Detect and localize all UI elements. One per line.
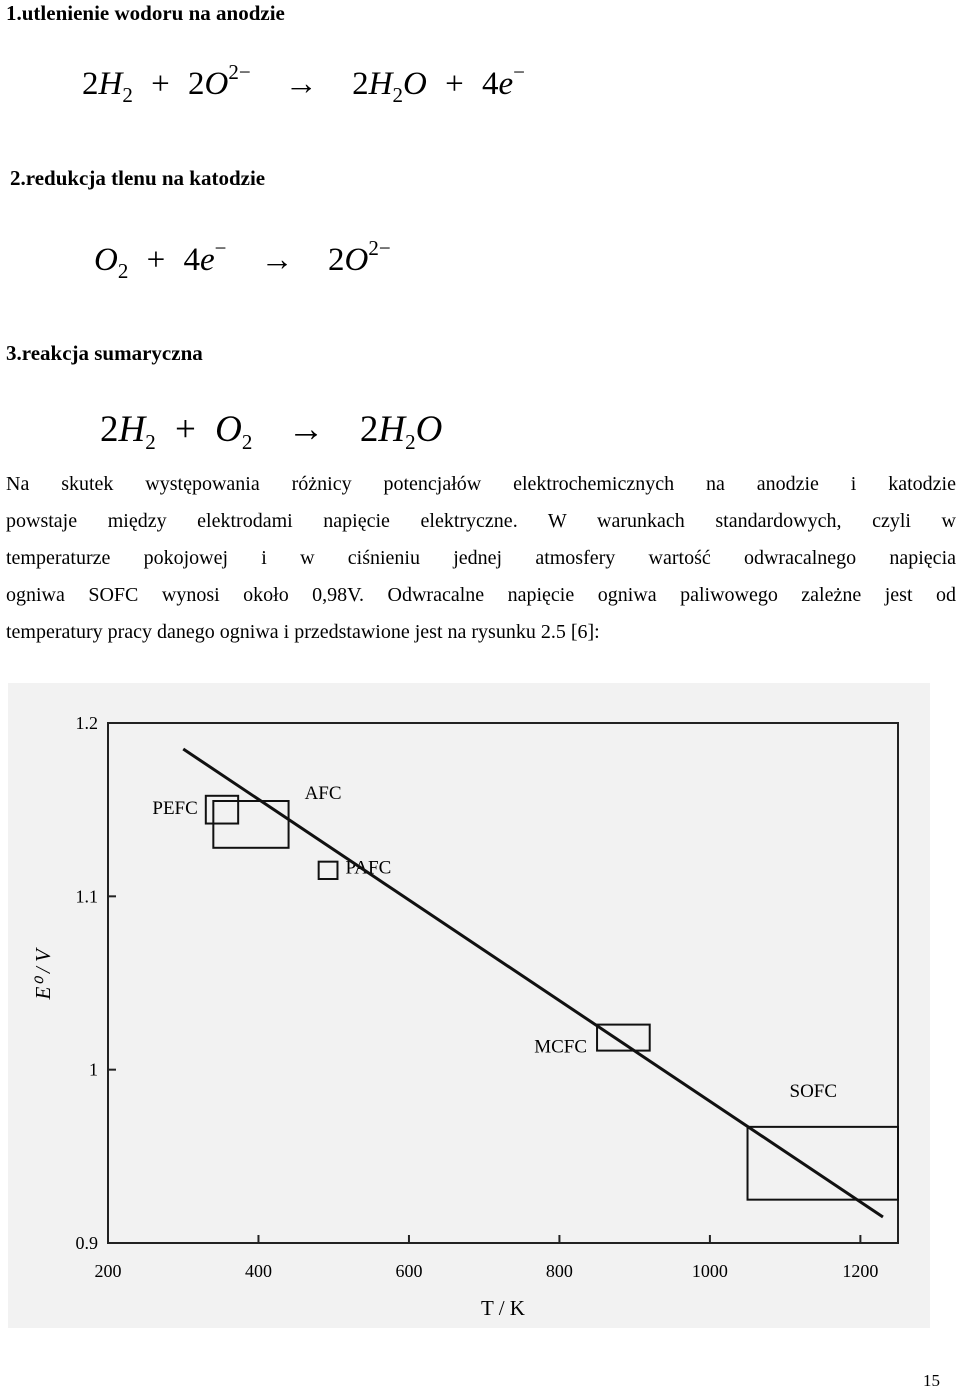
region-label-pafc: PAFC <box>345 857 392 879</box>
figure-voltage-vs-temperature <box>8 683 930 1328</box>
reaction-arrow: → <box>260 242 294 278</box>
x-tick-label: 400 <box>244 1261 272 1281</box>
region-box-mcfc <box>597 1025 650 1051</box>
y-axis-label: E⁰ / V <box>31 949 55 1000</box>
body-paragraph <box>6 466 956 651</box>
region-label-mcfc: MCFC <box>534 1036 588 1058</box>
paragraph-line: temperatury pracy danego ogniwa i przedstawione jest na rysunku 2.5 [6]: <box>6 621 600 643</box>
equation-cathode-reduction: $O_2 + 4e^- \to 2O^{2-}$ <box>94 236 391 283</box>
paragraph-line: Na skutek występowania różnicy potencjałów elektrochemicznych na anodzie i katodzie <box>6 473 956 495</box>
region-box-pefc <box>206 796 238 824</box>
y-tick-label: 1.2 <box>75 713 98 733</box>
section-3-heading: 3.reakcja sumaryczna <box>6 341 203 365</box>
y-tick-label: 0.9 <box>75 1233 98 1253</box>
paragraph-line: temperaturze pokojowej i w ciśnieniu jednej atmosfery wartość odwracalnego napięcia <box>6 547 956 569</box>
section-2-heading: 2.redukcja tlenu na katodzie <box>10 166 266 190</box>
region-box-pafc <box>319 862 338 879</box>
equation-anode-oxidation: $2H_2 + 2O^{2-} \to 2H_2O + 4e^-$ <box>82 60 525 107</box>
x-tick-label: 1000 <box>691 1261 728 1281</box>
x-tick-label: 1200 <box>842 1261 879 1281</box>
region-label-pefc: PEFC <box>152 797 198 819</box>
reaction-arrow: → <box>287 409 325 450</box>
x-tick-label: 600 <box>395 1261 423 1281</box>
region-box-sofc <box>748 1127 898 1200</box>
section-1-heading: 1.utlenienie wodoru na anodzie <box>6 1 285 25</box>
reaction-arrow: → <box>284 66 318 102</box>
paragraph-line: powstaje między elektrodami napięcie elektryczne. W warunkach standardowych, czyli w <box>6 510 956 532</box>
region-label-afc: AFC <box>304 783 342 804</box>
y-tick-label: 1 <box>89 1059 98 1080</box>
page-number: 15 <box>923 1371 940 1390</box>
paragraph-line: ogniwa SOFC wynosi około 0,98V. Odwracalne napięcie ogniwa paliwowego zależne jest od <box>6 584 956 606</box>
equation-overall-reaction: $2H_2 + O_2 \to 2H_2O$ <box>100 409 443 454</box>
x-tick-label: 800 <box>545 1261 573 1281</box>
x-axis-label: T / K <box>481 1296 525 1320</box>
region-label-sofc: SOFC <box>789 1080 838 1102</box>
x-tick-label: 200 <box>94 1261 122 1281</box>
y-tick-label: 1.1 <box>75 886 98 907</box>
chart-svg <box>8 683 930 1328</box>
series-line <box>183 749 883 1217</box>
